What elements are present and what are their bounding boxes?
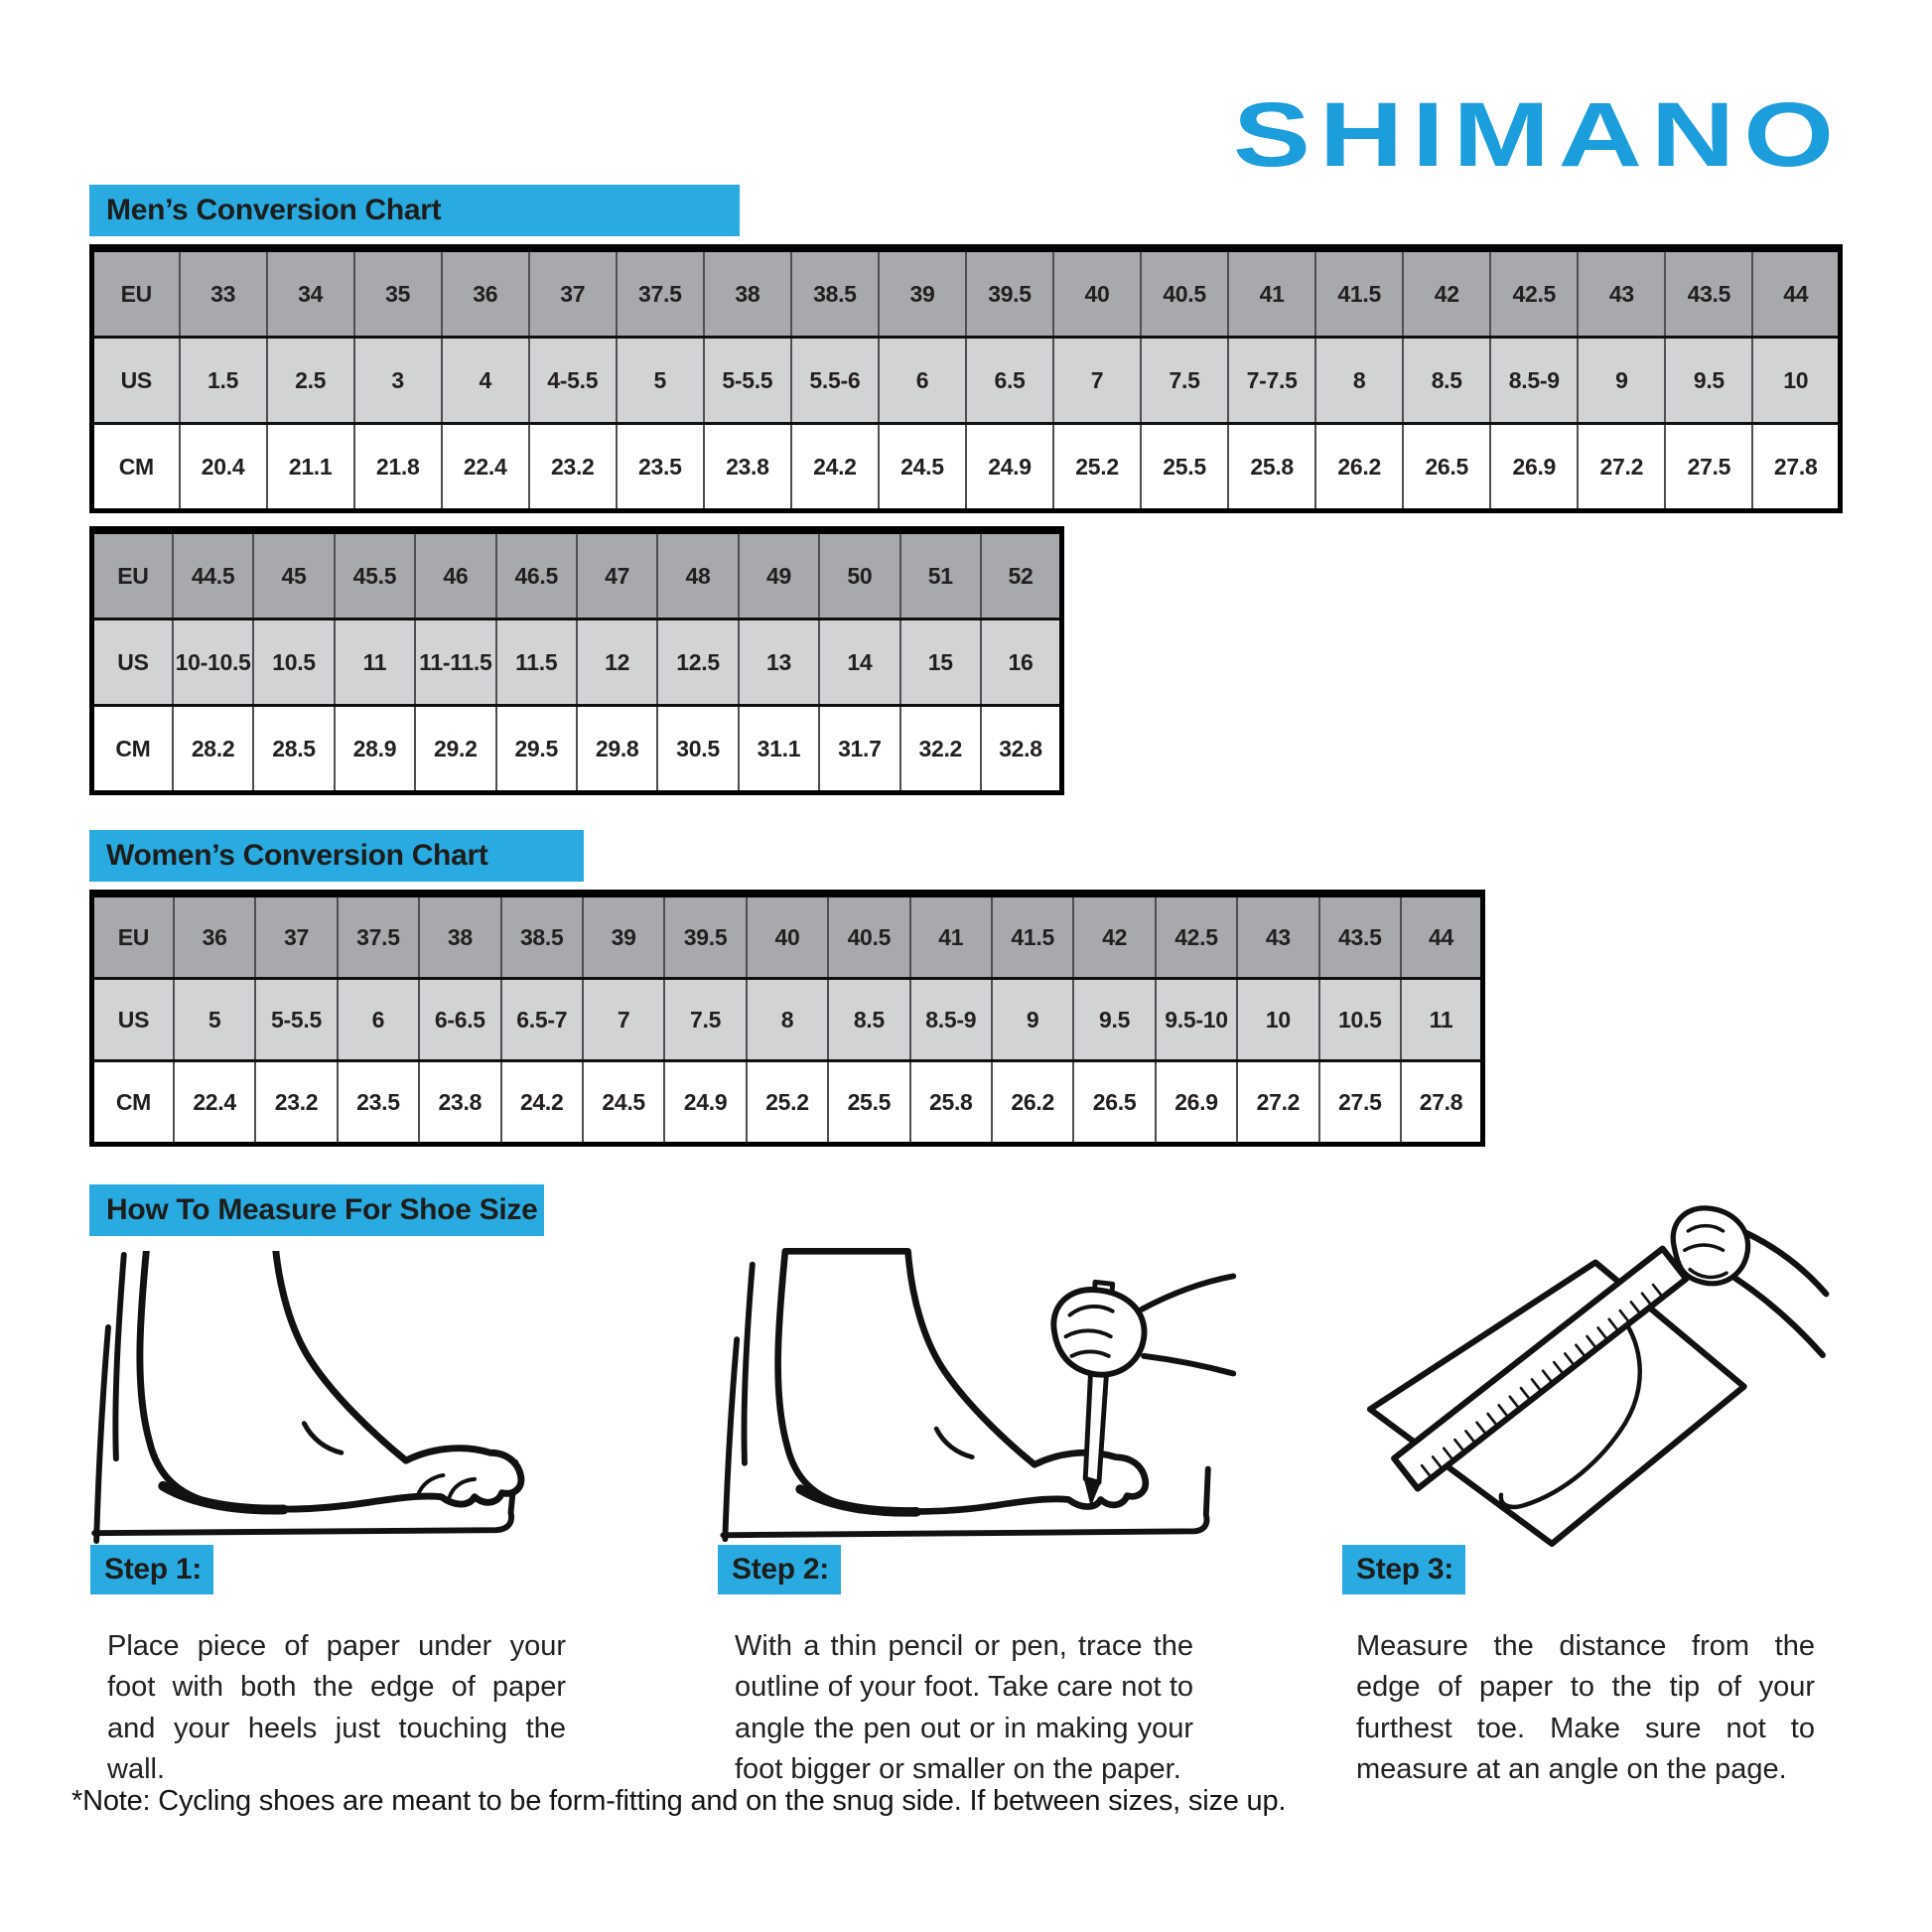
- table-row: [92, 1061, 1483, 1145]
- step-2-label: Step 2:: [718, 1545, 841, 1594]
- size-value-cell: 40: [747, 894, 828, 979]
- size-value-cell: 26.2: [1315, 424, 1403, 511]
- size-value-cell: 43: [1578, 248, 1665, 338]
- size-value-cell: 4: [442, 338, 529, 424]
- size-value-cell: 22.4: [174, 1061, 255, 1145]
- step-2-text: With a thin pencil or pen, trace the outline of your foot. Take care not to angle the pen out or in making your foot bigger or smaller on the paper.: [735, 1630, 1193, 1786]
- size-value-cell: 43.5: [1319, 894, 1401, 979]
- shimano-logo: SHIMANO: [1233, 84, 1843, 186]
- size-value-cell: 29.8: [577, 706, 657, 793]
- size-value-cell: 8.5-9: [1490, 338, 1578, 424]
- size-value-cell: 27.2: [1237, 1061, 1318, 1145]
- size-value-cell: 9: [1578, 338, 1665, 424]
- measuring-with-ruler-illustration: [1315, 1201, 1862, 1551]
- size-value-cell: 47: [577, 530, 657, 620]
- size-value-cell: 11: [1401, 979, 1483, 1061]
- size-value-cell: 26.9: [1490, 424, 1578, 511]
- size-value-cell: 26.5: [1403, 424, 1490, 511]
- size-value-cell: 1.5: [180, 338, 267, 424]
- size-value-cell: 38: [704, 248, 791, 338]
- size-value-cell: 46.5: [496, 530, 577, 620]
- step-3-text: Measure the distance from the edge of paper to the tip of your furthest toe. Make sure not to measure at an angle on the page.: [1356, 1630, 1815, 1786]
- size-value-cell: 44.5: [173, 530, 253, 620]
- size-value-cell: 42: [1073, 894, 1155, 979]
- step-3-label: Step 3:: [1342, 1545, 1465, 1594]
- size-value-cell: 26.2: [992, 1061, 1073, 1145]
- size-value-cell: 31.1: [739, 706, 819, 793]
- size-value-cell: 10-10.5: [173, 620, 253, 706]
- size-value-cell: 8.5: [1403, 338, 1490, 424]
- size-value-cell: 38.5: [501, 894, 583, 979]
- size-value-cell: 11: [335, 620, 415, 706]
- step-1-text: Place piece of paper under your foot with both the edge of paper and your heels just touching the wall.: [107, 1630, 566, 1786]
- size-value-cell: 45: [253, 530, 334, 620]
- size-value-cell: 42.5: [1490, 248, 1578, 338]
- foot-against-wall-illustration: [69, 1251, 586, 1545]
- size-value-cell: 25.8: [1228, 424, 1315, 511]
- row-label-cell: CM: [92, 424, 180, 511]
- row-label-cell: EU: [92, 248, 180, 338]
- size-value-cell: 40: [1053, 248, 1141, 338]
- size-value-cell: 34: [267, 248, 354, 338]
- size-value-cell: 5-5.5: [255, 979, 337, 1061]
- tracing-foot-with-pencil-illustration: [700, 1247, 1241, 1549]
- table-row: [92, 706, 1062, 793]
- size-value-cell: 23.8: [419, 1061, 500, 1145]
- size-value-cell: 12: [577, 620, 657, 706]
- size-value-cell: 7: [583, 979, 664, 1061]
- table-row: [92, 620, 1062, 706]
- row-label-cell: EU: [92, 530, 173, 620]
- size-value-cell: 10.5: [1319, 979, 1401, 1061]
- size-value-cell: 43.5: [1665, 248, 1752, 338]
- size-value-cell: 7.5: [1141, 338, 1228, 424]
- size-value-cell: 40.5: [828, 894, 909, 979]
- size-value-cell: 39: [879, 248, 966, 338]
- size-value-cell: 24.9: [966, 424, 1053, 511]
- size-value-cell: 6: [879, 338, 966, 424]
- size-value-cell: 5-5.5: [704, 338, 791, 424]
- size-value-cell: 50: [819, 530, 899, 620]
- size-value-cell: 29.5: [496, 706, 577, 793]
- womens-size-table: [89, 890, 1485, 1147]
- size-value-cell: 37.5: [338, 894, 419, 979]
- size-value-cell: 4-5.5: [529, 338, 617, 424]
- size-value-cell: 8: [747, 979, 828, 1061]
- size-value-cell: 32.8: [981, 706, 1062, 793]
- size-value-cell: 11.5: [496, 620, 577, 706]
- mens-chart-title: Men’s Conversion Chart: [89, 185, 740, 236]
- size-value-cell: 26.9: [1156, 1061, 1237, 1145]
- size-value-cell: 21.8: [354, 424, 442, 511]
- how-to-measure-title: How To Measure For Shoe Size: [89, 1184, 544, 1236]
- size-value-cell: 27.8: [1401, 1061, 1483, 1145]
- table-row: [92, 248, 1841, 338]
- size-value-cell: 27.5: [1665, 424, 1752, 511]
- size-value-cell: 37: [255, 894, 337, 979]
- size-value-cell: 23.5: [338, 1061, 419, 1145]
- size-value-cell: 23.8: [704, 424, 791, 511]
- row-label-cell: US: [92, 979, 174, 1061]
- size-value-cell: 25.5: [828, 1061, 909, 1145]
- size-value-cell: 28.5: [253, 706, 334, 793]
- table-row: [92, 979, 1483, 1061]
- size-value-cell: 37: [529, 248, 617, 338]
- size-value-cell: 2.5: [267, 338, 354, 424]
- size-value-cell: 39.5: [664, 894, 746, 979]
- size-value-cell: 41: [1228, 248, 1315, 338]
- size-value-cell: 42: [1403, 248, 1490, 338]
- size-value-cell: 30.5: [657, 706, 738, 793]
- size-value-cell: 36: [174, 894, 255, 979]
- size-value-cell: 24.5: [879, 424, 966, 511]
- mens-size-table-1: [89, 244, 1843, 513]
- size-value-cell: 8.5: [828, 979, 909, 1061]
- size-value-cell: 15: [900, 620, 981, 706]
- table-row: [92, 424, 1841, 511]
- size-value-cell: 16: [981, 620, 1062, 706]
- size-value-cell: 32.2: [900, 706, 981, 793]
- size-value-cell: 38: [419, 894, 500, 979]
- size-value-cell: 22.4: [442, 424, 529, 511]
- size-value-cell: 10: [1752, 338, 1840, 424]
- size-value-cell: 36: [442, 248, 529, 338]
- size-value-cell: 52: [981, 530, 1062, 620]
- size-value-cell: 23.5: [617, 424, 704, 511]
- size-value-cell: 9.5: [1665, 338, 1752, 424]
- size-value-cell: 9: [992, 979, 1073, 1061]
- row-label-cell: US: [92, 338, 180, 424]
- size-value-cell: 10: [1237, 979, 1318, 1061]
- size-value-cell: 39: [583, 894, 664, 979]
- size-value-cell: 24.2: [501, 1061, 583, 1145]
- table-row: [92, 894, 1483, 979]
- size-value-cell: 7.5: [664, 979, 746, 1061]
- size-value-cell: 11-11.5: [415, 620, 495, 706]
- size-value-cell: 9.5: [1073, 979, 1155, 1061]
- size-value-cell: 23.2: [255, 1061, 337, 1145]
- size-value-cell: 51: [900, 530, 981, 620]
- size-value-cell: 28.9: [335, 706, 415, 793]
- womens-chart-title: Women’s Conversion Chart: [89, 830, 584, 882]
- size-value-cell: 49: [739, 530, 819, 620]
- size-value-cell: 6: [338, 979, 419, 1061]
- size-value-cell: 25.5: [1141, 424, 1228, 511]
- size-value-cell: 27.8: [1752, 424, 1840, 511]
- size-value-cell: 25.2: [747, 1061, 828, 1145]
- size-value-cell: 7-7.5: [1228, 338, 1315, 424]
- row-label-cell: CM: [92, 706, 173, 793]
- size-value-cell: 5: [617, 338, 704, 424]
- size-value-cell: 41: [910, 894, 992, 979]
- row-label-cell: US: [92, 620, 173, 706]
- size-value-cell: 7: [1053, 338, 1141, 424]
- size-value-cell: 44: [1401, 894, 1483, 979]
- size-value-cell: 43: [1237, 894, 1318, 979]
- size-value-cell: 27.5: [1319, 1061, 1401, 1145]
- size-value-cell: 46: [415, 530, 495, 620]
- footnote: *Note: Cycling shoes are meant to be form-fitting and on the snug side. If between sizes, size up.: [71, 1785, 1287, 1817]
- size-value-cell: 24.9: [664, 1061, 746, 1145]
- size-value-cell: 28.2: [173, 706, 253, 793]
- row-label-cell: CM: [92, 1061, 174, 1145]
- size-value-cell: 39.5: [966, 248, 1053, 338]
- mens-size-table-2: [89, 526, 1064, 795]
- size-value-cell: 21.1: [267, 424, 354, 511]
- size-value-cell: 10.5: [253, 620, 334, 706]
- size-value-cell: 26.5: [1073, 1061, 1155, 1145]
- size-value-cell: 12.5: [657, 620, 738, 706]
- size-value-cell: 38.5: [791, 248, 879, 338]
- size-value-cell: 27.2: [1578, 424, 1665, 511]
- size-value-cell: 33: [180, 248, 267, 338]
- size-value-cell: 44: [1752, 248, 1840, 338]
- size-value-cell: 8.5-9: [910, 979, 992, 1061]
- size-value-cell: 23.2: [529, 424, 617, 511]
- size-value-cell: 40.5: [1141, 248, 1228, 338]
- size-value-cell: 5.5-6: [791, 338, 879, 424]
- size-value-cell: 14: [819, 620, 899, 706]
- size-value-cell: 24.2: [791, 424, 879, 511]
- size-value-cell: 8: [1315, 338, 1403, 424]
- size-value-cell: 20.4: [180, 424, 267, 511]
- size-value-cell: 35: [354, 248, 442, 338]
- size-value-cell: 37.5: [617, 248, 704, 338]
- size-value-cell: 3: [354, 338, 442, 424]
- size-value-cell: 45.5: [335, 530, 415, 620]
- step-1-label: Step 1:: [90, 1545, 213, 1594]
- size-value-cell: 6.5-7: [501, 979, 583, 1061]
- size-value-cell: 42.5: [1156, 894, 1237, 979]
- size-value-cell: 6.5: [966, 338, 1053, 424]
- table-row: [92, 338, 1841, 424]
- size-value-cell: 48: [657, 530, 738, 620]
- size-value-cell: 41.5: [992, 894, 1073, 979]
- row-label-cell: EU: [92, 894, 174, 979]
- size-value-cell: 29.2: [415, 706, 495, 793]
- size-value-cell: 25.2: [1053, 424, 1141, 511]
- size-value-cell: 9.5-10: [1156, 979, 1237, 1061]
- size-value-cell: 25.8: [910, 1061, 992, 1145]
- size-value-cell: 6-6.5: [419, 979, 500, 1061]
- size-value-cell: 13: [739, 620, 819, 706]
- size-value-cell: 31.7: [819, 706, 899, 793]
- table-row: [92, 530, 1062, 620]
- size-value-cell: 24.5: [583, 1061, 664, 1145]
- size-value-cell: 5: [174, 979, 255, 1061]
- size-value-cell: 41.5: [1315, 248, 1403, 338]
